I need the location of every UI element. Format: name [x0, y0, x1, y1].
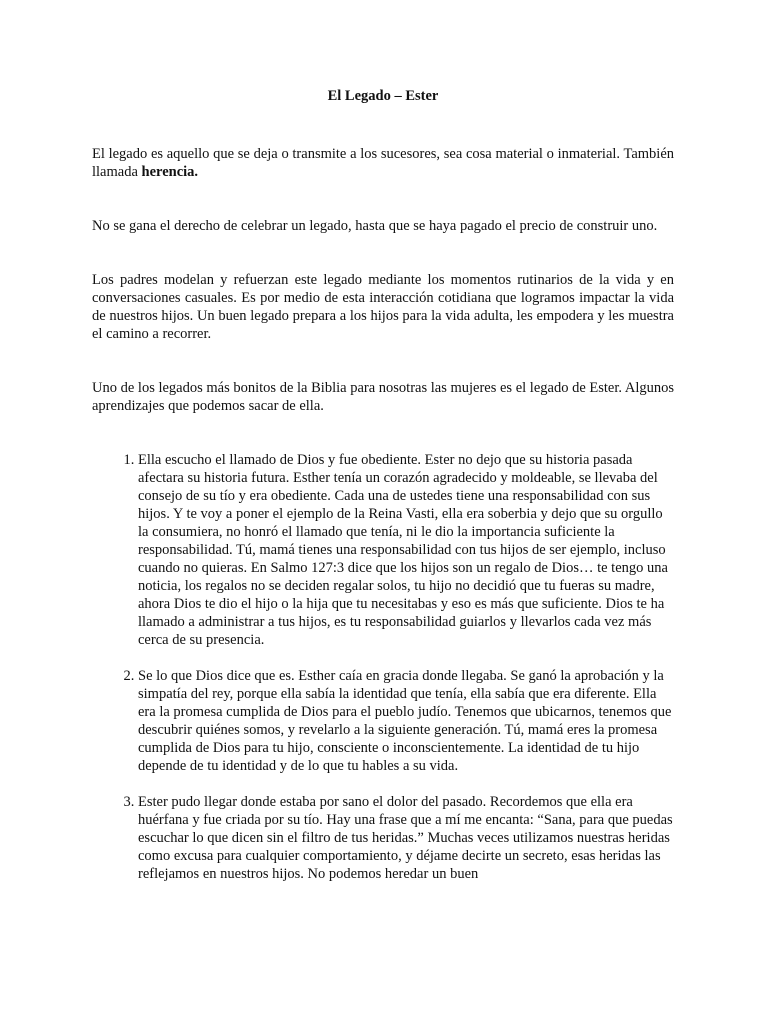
paragraph-ester-intro: Uno de los legados más bonitos de la Biblia para nosotras las mujeres es el legado de Ester. Algunos aprendizajes que podemos sacar de ella.: [92, 380, 674, 414]
document-title: El Legado – Ester: [327, 88, 439, 104]
paragraph-padres: Los padres modelan y refuerzan este legado mediante los momentos rutinarios de la vida y en conversaciones casuales. Es por medio de esta interacción cotidiana que logramos impactar la vida de nuestros hijos. Un buen legado prepara a los hijos para la vida adulta, les empodera y les muestra el camino a recorrer.: [92, 272, 674, 342]
list-item: 2. Se lo que Dios dice que es. Esther caía en gracia donde llegaba. Se ganó la aprobación y la simpatía del rey, porque ella sabía la identidad que tenía, ella sabía que era diferente. Ella era la promesa cumplida de Dios para el pueblo judío. Tenemos que ubicarnos, tenemos que descubrir quiénes somos, y revelarlo a la siguiente generación. Tú, mamá eres la promesa cumplida de Dios para tu hijo, consciente o inconscientemente. La identidad de tu hijo depende de tu identidad y de lo que tu hables a su vida.: [138, 667, 674, 775]
paragraph-text: El legado es aquello que se deja o transmite a los sucesores, sea cosa material o inmaterial. También llamada: [92, 146, 674, 180]
bold-term: herencia.: [141, 164, 199, 180]
list-item: 3. Ester pudo llegar donde estaba por sano el dolor del pasado. Recordemos que ella era huérfana y fue criada por su tío. Hay una frase que a mí me encanta: “Sana, para que puedas escuchar lo que dicen sin el filtro de tus heridas.” Muchas veces utilizamos nuestras heridas como excusa para cualquier comportamiento, y déjame decirte un secreto, esas heridas las reflejamos en nuestros hijos. No podemos heredar un buen: [138, 793, 674, 883]
list-item: 1. Ella escucho el llamado de Dios y fue obediente. Ester no dejo que su historia pasada afectara su historia futura. Esther tenía un corazón agradecido y moldeable, se llevaba del consejo de su tío y era obediente. Cada una de ustedes tiene una responsabilidad con sus hijos. Y te voy a poner el ejemplo de la Reina Vasti, ella era soberbia y dejo que su orgullo la consumiera, no honró el llamado que tenía, ni le dio la importancia suficiente la responsabilidad. Tú, mamá tienes una responsabilidad con tus hijos de ser ejemplo, incluso cuando no quieras. En Salmo 127:3 dice que los hijos son un regalo de Dios… te tengo una noticia, los regalos no se deciden regalar solos, tu hijo no decidió que tu fueras su madre, ahora Dios te dio el hijo o la hija que tu necesitabas y eso es más que suficiente. Dios te ha llamado a administrar a tus hijos, es tu responsabilidad guiarlos y llevarlos cada vez más cerca de su presencia.: [138, 451, 674, 649]
paragraph-celebrar: No se gana el derecho de celebrar un legado, hasta que se haya pagado el precio de construir uno.: [92, 218, 658, 234]
numbered-list: [92, 451, 674, 883]
paragraph-legado-definition: [92, 145, 674, 181]
